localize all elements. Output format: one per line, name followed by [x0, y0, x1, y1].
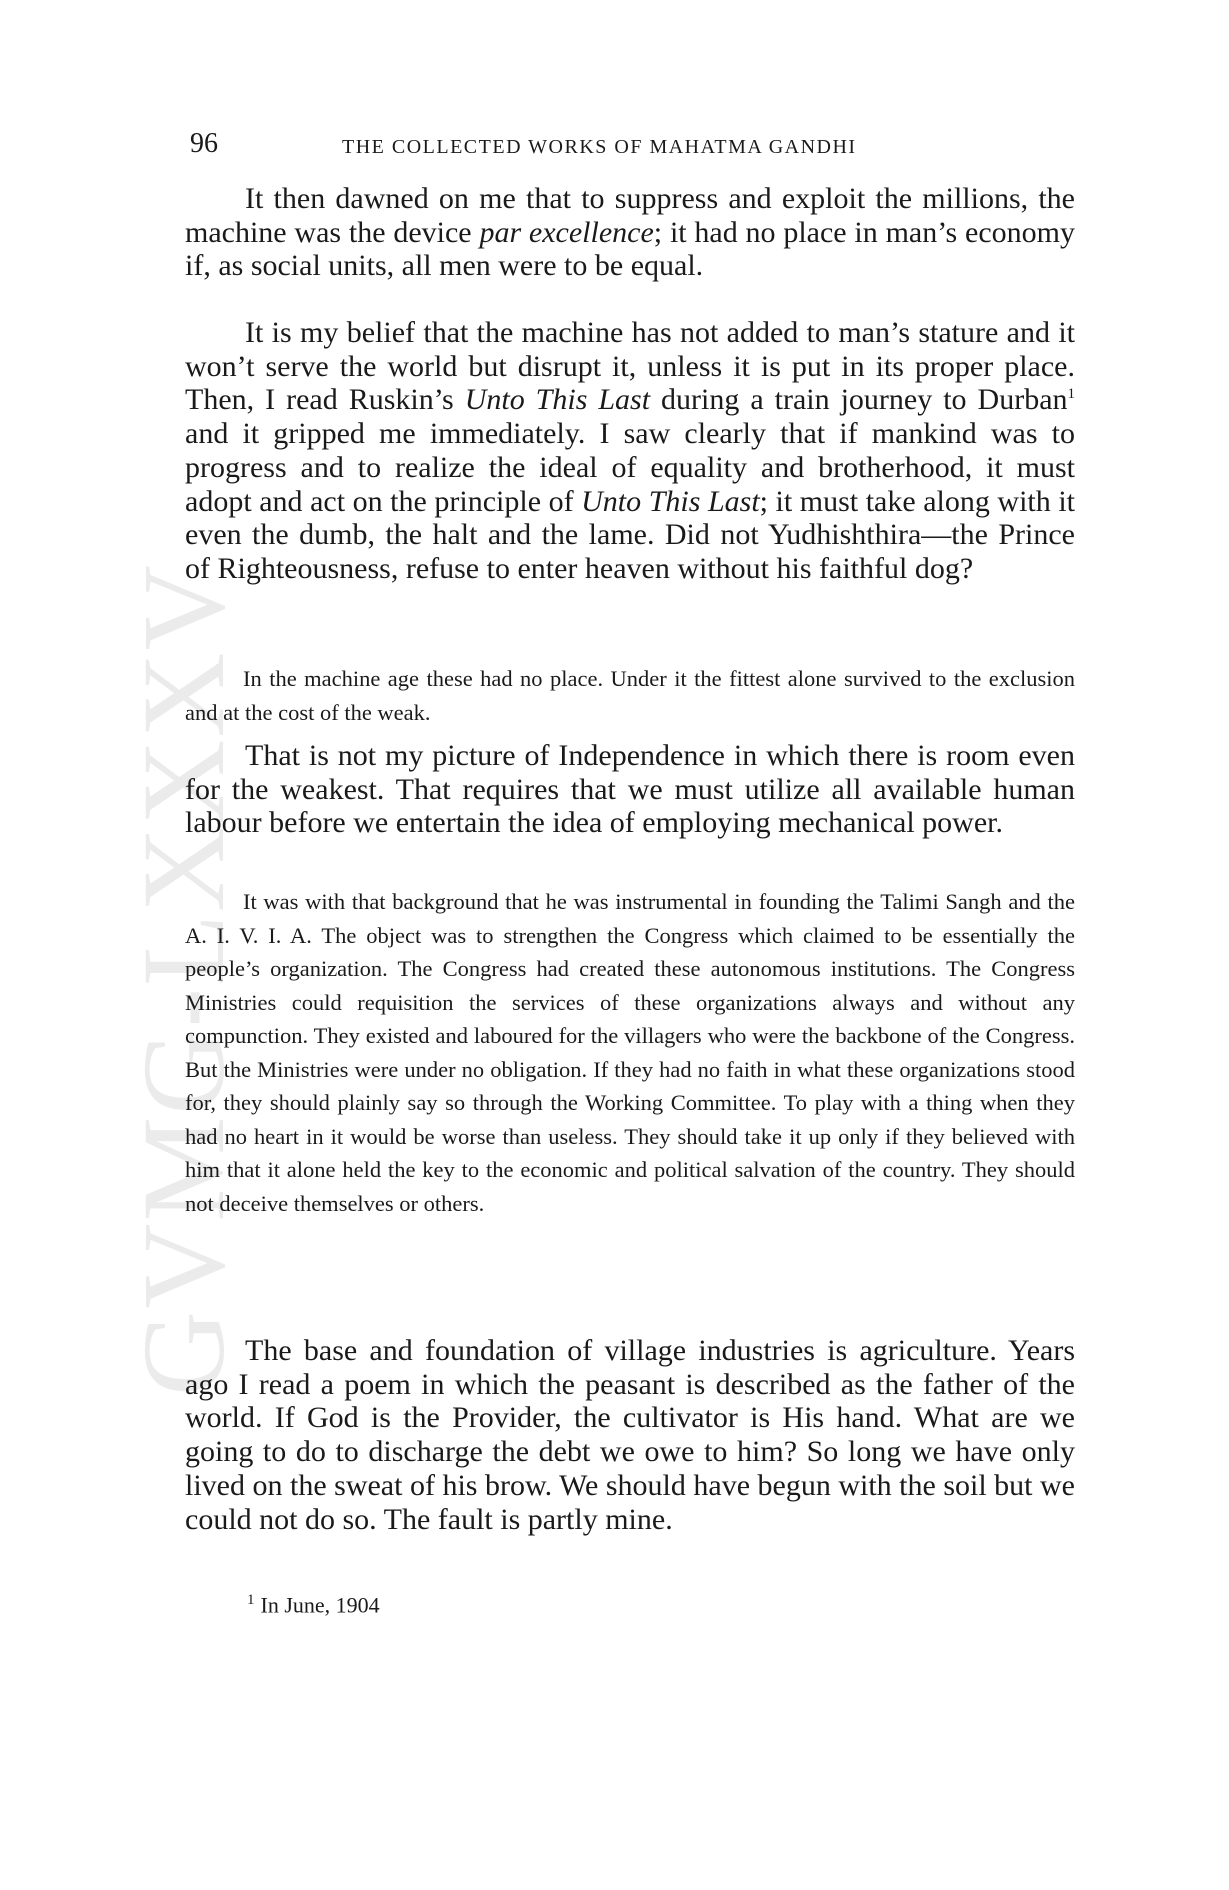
page-number: 96	[190, 128, 218, 159]
paragraph-text: ; it must take along with it even the dumb, the halt and the lame. Did not Yudhishthira—the Prince of Righteousness, refuse to enter heaven without his faithful dog?	[185, 484, 1075, 585]
paragraph-2	[185, 316, 1075, 586]
paragraph-1	[185, 182, 1075, 283]
paragraph-text: That is not my picture of Independence in which there is room even for the weakest. That requires that we must utilize all available human labour before we entertain the idea of employing mechanical power.	[185, 739, 1075, 840]
paragraph-text: It was with that background that he was instrumental in founding the Talimi Sangh and the A. I. V. I. A. The object was to strengthen the Congress which claimed to be essentially the people’s organization. The Congress had created these autonomous institutions. The Congress Ministries could requisition the services of these organizations always and without any compunction. They existed and laboured for the villagers who were the backbone of the Congress. But the Ministries were under no obligation. If they had no faith in what these organizations stood for, they should plainly say so through the Working Committee. To play with a thing when they had no heart in it would be worse than useless. They should take it up only if they believed with him that it alone held the key to the economic and political salvation of the country. They should not deceive themselves or others.	[185, 889, 1075, 1216]
watermark: GVMG-LXXXV	[118, 563, 249, 1397]
paragraph-text: In the machine age these had no place. Under it the fittest alone survived to the exclusion and at the cost of the weak.	[185, 666, 1075, 725]
page-header	[190, 128, 1080, 168]
paragraph-text: It then dawned on me that to suppress and exploit the millions, the machine was the device	[185, 182, 1075, 249]
paragraph-text: It is my belief that the machine has not added to man’s stature and it won’t serve the world but disrupt it, unless it is put in its proper place. Then, I read Ruskin’s	[185, 316, 1075, 417]
footnote	[247, 1592, 380, 1618]
paragraph-3	[185, 662, 1075, 729]
paragraph-text: and it gripped me immediately. I saw clearly that if mankind was to progress and to realize the ideal of equality and brotherhood, it must adopt and act on the principle of	[185, 417, 1075, 518]
paragraph-text: during a train journey to Durban	[650, 383, 1068, 417]
italic-phrase: par excellence	[479, 215, 654, 249]
footnote-marker[interactable]: 1	[1067, 386, 1076, 403]
paragraph-text: ; it had no place in man’s economy if, as social units, all men were to be equal.	[185, 215, 1076, 283]
paragraph-6	[185, 1334, 1075, 1536]
book-title: Unto This Last	[581, 484, 760, 518]
paragraph-5	[185, 885, 1075, 1220]
footnote-number: 1	[247, 1592, 255, 1608]
footnote-text: In June, 1904	[260, 1592, 380, 1618]
paragraph-4	[185, 739, 1075, 840]
running-title: THE COLLECTED WORKS OF MAHATMA GANDHI	[342, 136, 857, 158]
paragraph-text: The base and foundation of village industries is agriculture. Years ago I read a poem in which the peasant is described as the father of the world. If God is the Provider, the cultivator is His hand. What are we going to do to discharge the debt we owe to him? So long we have only lived on the sweat of his brow. We should have begun with the soil but we could not do so. The fault is partly mine.	[185, 1334, 1075, 1536]
book-title: Unto This Last	[464, 383, 651, 417]
